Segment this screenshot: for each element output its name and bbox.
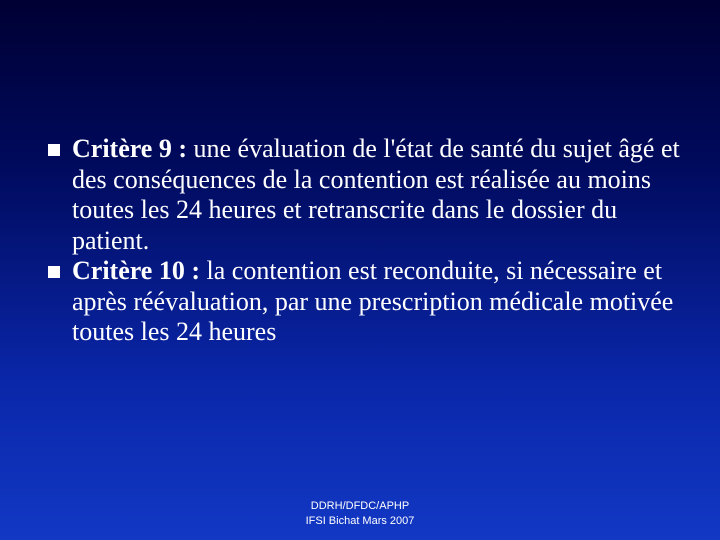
bullet-label: Critère 10 : [72, 256, 201, 285]
square-bullet-icon [48, 144, 60, 156]
bullet-text: une évaluation de l'état de santé du sujet âgé et des conséquences de la contention est réalisée au moins toutes les 24 heures et retranscrite dans le dossier du patient. [72, 134, 680, 255]
bullet-list [48, 134, 698, 348]
bullet-text: la contention est reconduite, si nécessaire et après réévaluation, par une prescription médicale motivée toutes les 24 heures [72, 256, 674, 346]
bullet-label: Critère 9 : [72, 134, 188, 163]
square-bullet-icon [48, 266, 60, 278]
bullet-item-critere-10 [48, 256, 698, 348]
footer-line-2: IFSI Bichat Mars 2007 [305, 515, 415, 527]
footer-line-1: DDRH/DFDC/APHP [310, 500, 410, 512]
footer [0, 499, 720, 529]
bullet-item-critere-9 [48, 134, 698, 256]
